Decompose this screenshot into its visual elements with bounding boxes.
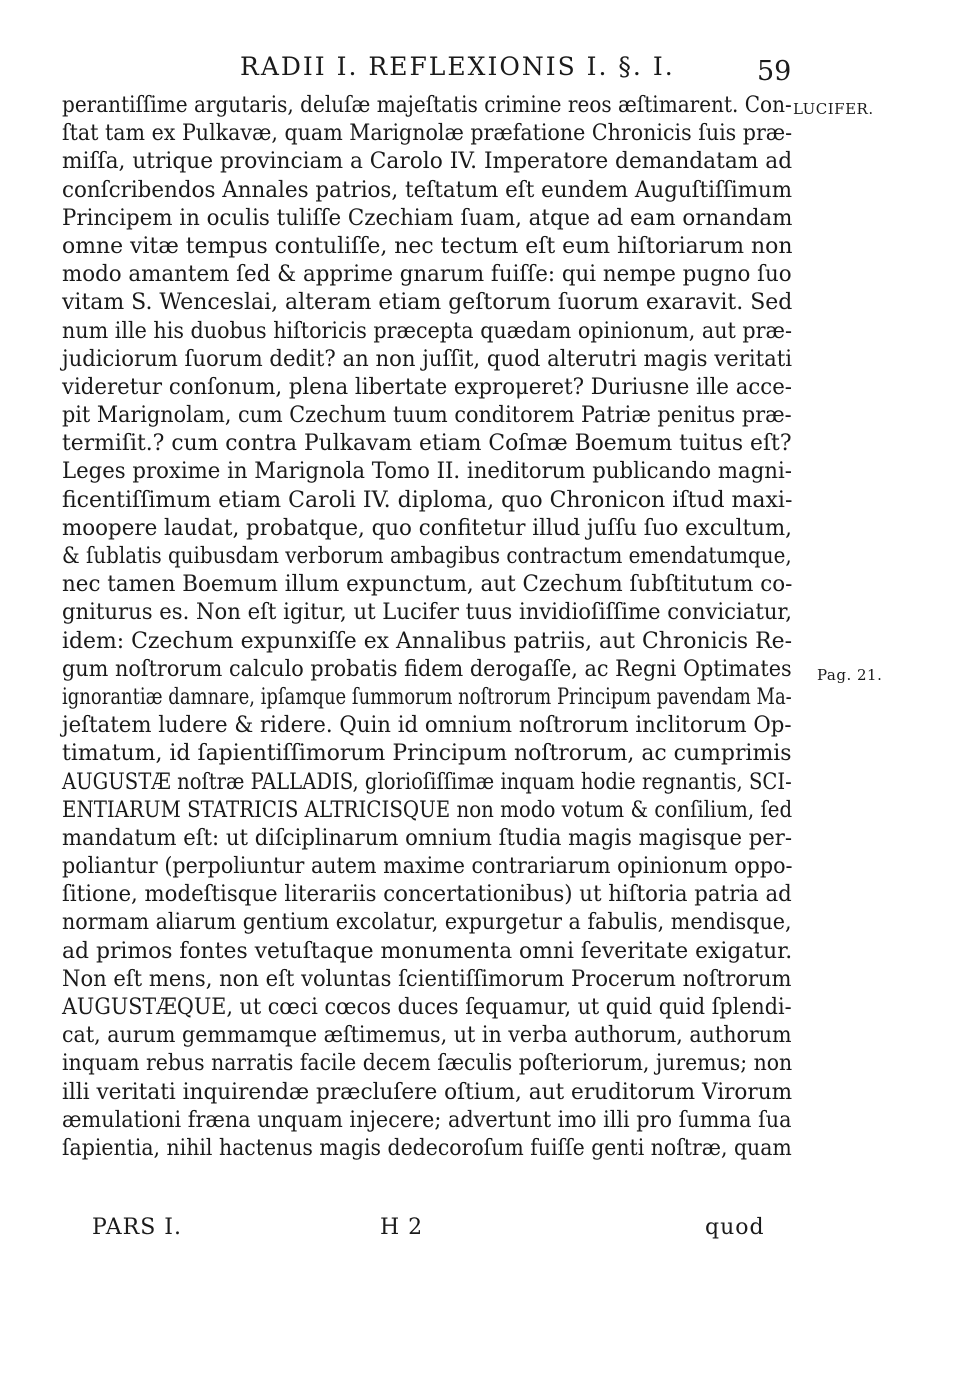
text-line: poliantur (perpoliuntur autem maxime contrariarum opinionum oppo- <box>62 854 793 880</box>
text-line: AUGUSTÆQUE, ut cœci cœcos duces ſequamur, ut quid quid ſplendi- <box>62 995 792 1020</box>
text-line: gniturus es. Non eſt igitur, ut Lucifer tuus invidioſiſſime conviciatur, <box>62 600 792 626</box>
margin-note-pag: Pag. 21. <box>817 666 883 684</box>
margin-note-lucifer: LUCIFER. <box>793 100 874 118</box>
text-line: judiciorum ſuorum dedit? an non juſſit, quod alterutri magis veritati <box>62 346 793 372</box>
text-line: æmulationi fræna unquam injecere; advertunt imo illi pro ſumma ſua <box>62 1107 792 1133</box>
text-line: inquam rebus narratis facile decem ſæculis poſteriorum, juremus; non <box>62 1051 793 1077</box>
text-line: ENTIARUM STATRICIS ALTRICISQUE non modo votum & conſilium, ſed <box>62 797 793 823</box>
text-line: Principem in oculis tuliſſe Czechiam ſuam, atque ad eam ornandam <box>62 205 793 231</box>
body-text <box>62 92 792 1191</box>
text-line: jeſtatem ludere & ridere. Quin id omnium noſtrorum inclitorum Op- <box>62 713 792 739</box>
text-line: perantiſſime argutaris, deluſæ majeſtatis crimine reos æſtimarent. Con- <box>62 93 792 118</box>
text-line: num ille his duobus hiſtoricis præcepta quædam opinionum, aut præ- <box>62 318 792 344</box>
text-line: ſtat tam ex Pulkavæ, quam Marignolæ præfatione Chronicis ſuis præ- <box>62 121 793 147</box>
text-line <box>62 1163 792 1191</box>
gathering-mark: H 2 <box>380 1215 424 1240</box>
text-line: cat, aurum gemmamque æſtimemus, ut in verba authorum, authorum <box>62 1023 792 1049</box>
catchword: quod <box>705 1215 765 1240</box>
text-line: nec tamen Boemum illum expunctum, aut Czechum ſubſtitutum co- <box>62 572 793 598</box>
text-line: termiſit.? cum contra Pulkavam etiam Coſmæ Boemum tuitus eſt? <box>62 431 792 457</box>
text-line: & ſublatis quibusdam verborum ambagibus contractum emendatumque, <box>62 544 792 569</box>
text-line: timatum, id ſapientiſſimorum Principum noſtrorum, ac cumprimis <box>62 741 792 767</box>
text-line: moopere laudat, probatque, quo confitetur illud juſſu ſuo excultum, <box>62 515 792 541</box>
text-line: Leges proxime in Marignola Tomo II. ineditorum publicando magni- <box>62 459 792 485</box>
text-line: pit Marignolam, cum Czechum tuum conditorem Patriæ penitus præ- <box>62 403 792 429</box>
text-line: mandatum eſt: ut diſciplinarum omnium ſtudia magis magisque per- <box>62 825 793 851</box>
text-line: ficentiſſimum etiam Caroli IV. diploma, quo Chronicon iſtud maxi- <box>62 487 793 513</box>
text-line: Non eſt mens, non eſt voluntas ſcientiſſimorum Procerum noſtrorum <box>62 966 792 992</box>
text-line: ſitione, modeſtisque literariis concertationibus) ut hiſtoria patria ad <box>62 882 792 908</box>
text-line: ignorantiæ damnare, ipſamque ſummorum noſtrorum Principum pavendam Ma- <box>62 684 792 710</box>
text-line: videretur conſonum, plena libertate exprομeret? Duriusne ille acce- <box>62 374 792 400</box>
text-line: omne vitæ tempus contuliſſe, nec tectum eſt eum hiſtoriarum non <box>62 233 793 259</box>
text-line: conſcribendos Annales patrios, teſtatum eſt eundem Auguſtiſſimum <box>62 177 793 203</box>
text-line: vitam S. Wenceslai, alteram etiam geſtorum ſuorum exaravit. Sed <box>62 290 793 316</box>
text-line: modo amantem ſed & apprime gnarum fuiſſe: qui nempe pugno ſuo <box>62 262 792 288</box>
text-line: idem: Czechum expunxiſſe ex Annalibus patriis, aut Chronicis Re- <box>62 628 792 654</box>
text-line: normam aliarum gentium excolatur, expurgetur a fabulis, mendisque, <box>62 910 792 936</box>
text-line: illi veritati inquirendæ præcluſere oſtium, aut eruditorum Virorum <box>62 1079 793 1105</box>
text-line: miſſa, utrique provinciam a Carolo IV. Imperatore demandatam ad <box>62 149 793 175</box>
text-line: ſapientia, nihil hactenus magis dedecoroſum fuiſſe genti noſtræ, quam <box>62 1135 792 1161</box>
text-line: ad primos fontes vetuſtaque monumenta omni ſeveritate exigatur. <box>62 938 793 964</box>
text-line: AUGUSTÆ noſtræ PALLADIS, glorioſiſſimæ inquam hodie regnantis, SCI- <box>62 769 792 795</box>
signature-mark: PARS I. <box>92 1215 182 1240</box>
page-number: 59 <box>757 56 792 87</box>
text-line: gum noſtrorum calculo probatis fidem derogaſſe, ac Regni Optimates <box>62 656 792 682</box>
running-head: RADII I. REFLEXIONIS I. §. I. <box>240 52 675 81</box>
